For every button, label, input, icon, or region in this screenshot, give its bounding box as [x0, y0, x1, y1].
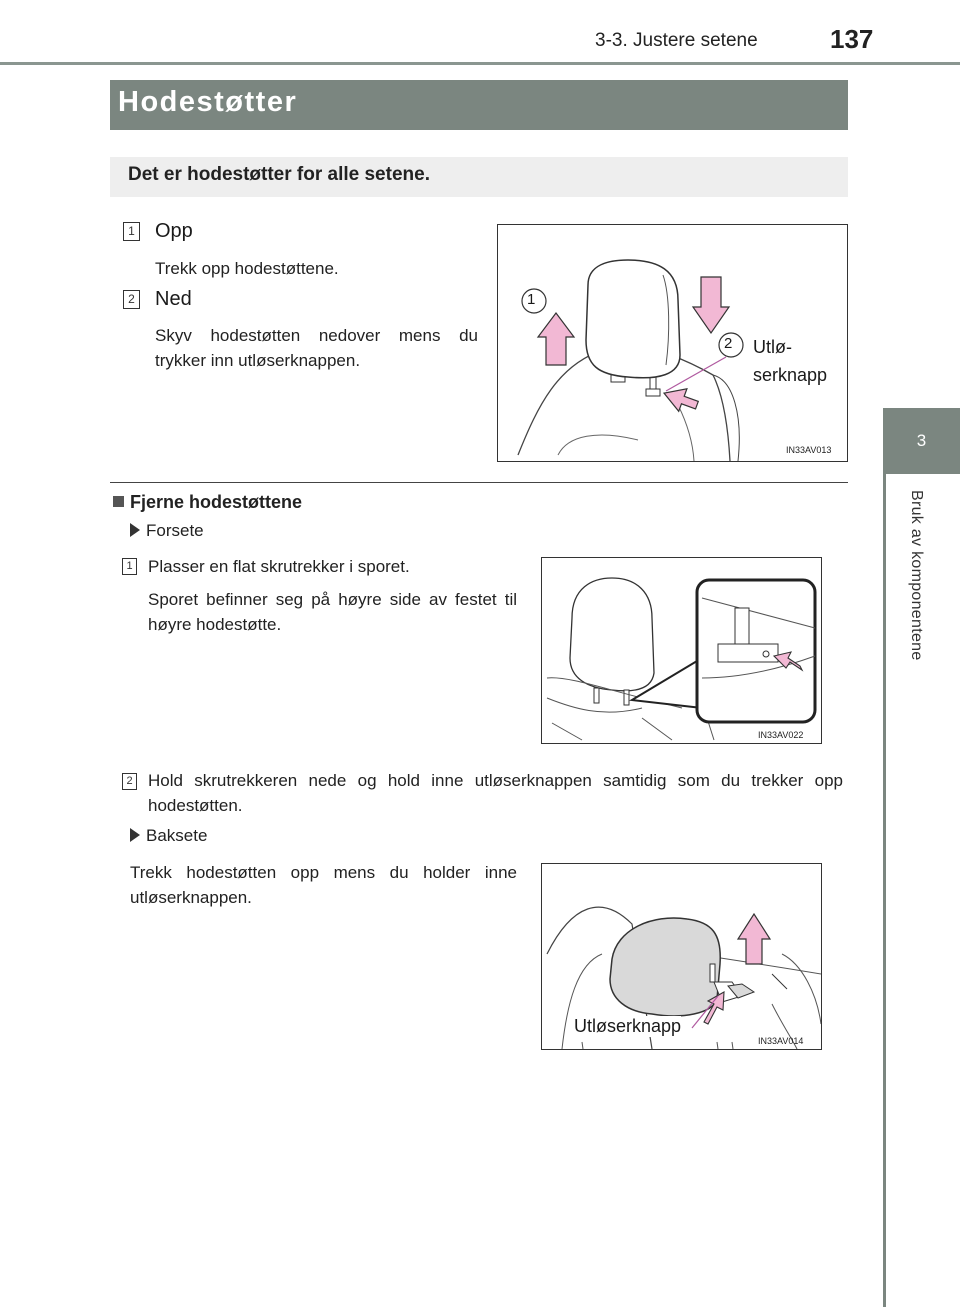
figure1-marker-2: 2 [724, 335, 733, 352]
step1-note: Sporet befinner seg på høyre side av festet til høyre hodestøtte. [148, 590, 517, 634]
item-title-up: Opp [155, 220, 193, 242]
figure2-code: IN33AV022 [758, 730, 804, 740]
figure1-label-line1: Utlø- [753, 337, 792, 357]
figure-front-seat-slot [541, 557, 822, 744]
headrest-adjust-illustration [498, 225, 847, 461]
running-header-section: 3-3. Justere setene [595, 30, 758, 51]
header-rule [0, 62, 960, 65]
item-number-2: 2 [123, 290, 140, 309]
figure3-label: Utløserknapp [574, 1016, 682, 1036]
rear-seat-label-text: Baksete [146, 826, 208, 845]
front-seat-label [130, 521, 204, 541]
item-title-down: Ned [155, 288, 192, 310]
page-number: 137 [830, 24, 874, 54]
triangle-bullet-icon [130, 523, 140, 537]
section-heading [113, 492, 302, 513]
chapter-tab: 3 [883, 408, 960, 474]
figure1-code: IN33AV013 [786, 445, 832, 455]
item-number-1: 1 [123, 222, 140, 241]
item-text-up: Trekk opp hodestøttene. [155, 259, 339, 278]
item-text-down: Skyv hodestøtten nedover mens du trykker inn utløserknappen. [155, 326, 478, 370]
figure-rear-seat [541, 863, 822, 1050]
front-seat-label-text: Forsete [146, 521, 204, 540]
figure1-label-line2: serknapp [753, 365, 828, 385]
section-rule [110, 482, 848, 483]
section-heading-text: Fjerne hodestøttene [130, 492, 303, 512]
figure1-marker-1: 1 [527, 291, 536, 308]
front-seat-slot-illustration [542, 558, 821, 743]
step-number-2: 2 [122, 773, 137, 790]
square-bullet-icon [113, 496, 124, 507]
rear-seat-text: Trekk hodestøtten opp mens du holder inne utløserknappen. [130, 863, 517, 907]
step1-text: Plasser en flat skrutrekker i sporet. [148, 557, 410, 576]
figure3-code: IN33AV014 [758, 1036, 804, 1046]
chapter-tab-label: Bruk av komponentene [908, 490, 925, 661]
page-title: Hodestøtter [118, 86, 298, 118]
rear-seat-label [130, 826, 207, 846]
figure-headrest-adjust [497, 224, 848, 462]
page-subtitle: Det er hodestøtter for alle setene. [128, 164, 430, 185]
step2-text: Hold skrutrekkeren nede og hold inne utløserknappen samtidig som du trekker opp hodestøtten. [148, 771, 843, 815]
step-number-1: 1 [122, 558, 137, 575]
triangle-bullet-icon-rear [130, 828, 140, 842]
